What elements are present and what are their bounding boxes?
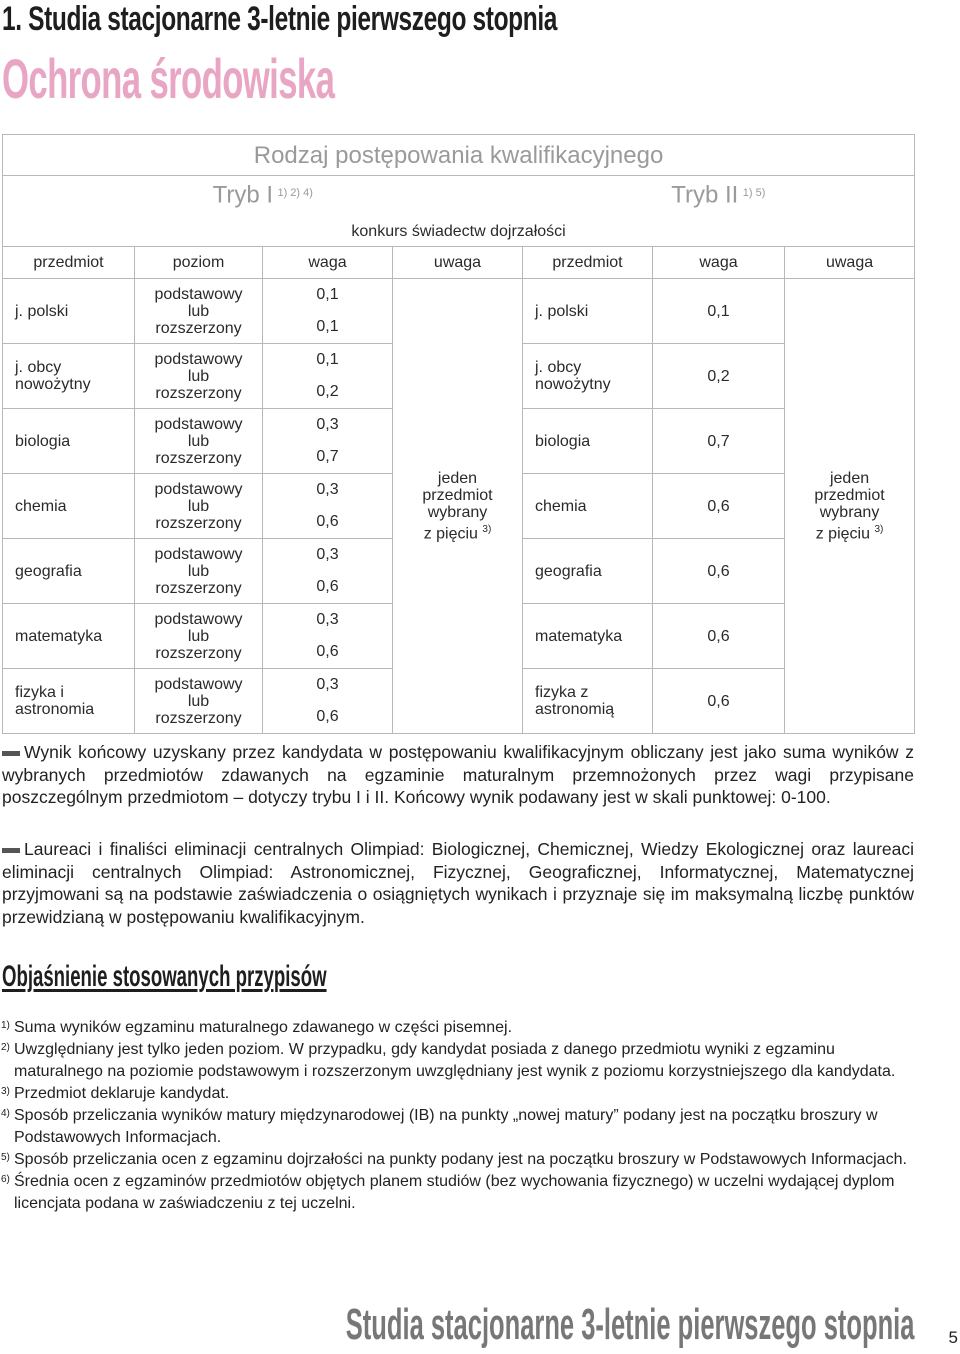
weight-basic: 0,3 <box>316 546 339 563</box>
subject-tryb2: geografia <box>523 539 653 604</box>
footnote-number: 6) <box>1 1174 10 1185</box>
uwaga-line: jeden <box>437 469 478 487</box>
subject-tryb2: chemia <box>523 474 653 539</box>
level-extended: rozszerzony <box>155 514 242 532</box>
weight-tryb2: 0,6 <box>653 604 785 669</box>
level-cell <box>135 604 263 669</box>
tryb-1-header <box>3 176 523 217</box>
subject-tryb1: j. obcy nowożytny <box>3 344 135 409</box>
weight-tryb2: 0,1 <box>653 279 785 344</box>
col-poziom: poziom <box>135 247 263 279</box>
uwaga-line-text: z pięciu <box>815 525 870 543</box>
level-or: lub <box>187 302 210 320</box>
footnote <box>2 1171 914 1215</box>
footnote-text: Uwzględniany jest tylko jeden poziom. W przypadku, gdy kandydat posiada z danego przedmiotu wyniki z egzaminu maturalnego na poziomie podstawowym i rozszerzonym uwzględniany jest wynik z poziomu korzystniejszego dla kandydata. <box>14 1041 896 1080</box>
footnotes-title: Objaśnienie stosowanych przypisów <box>2 960 327 993</box>
result-paragraph-text: Wynik końcowy uzyskany przez kandydata w postępowaniu kwalifikacyjnym obliczany jest jako suma wyników z wybranych przedmiotów zdawanych na egzaminie maturalnym przemnożonych przez wagi przypisane poszczególnym przedmiotom – dotyczy trybu I i II. Końcowy wynik podawany jest w skali punktowej: 0-100. <box>2 742 914 807</box>
level-extended: rozszerzony <box>155 384 242 402</box>
dash-bullet-icon <box>2 848 20 853</box>
subject-tryb2: biologia <box>523 409 653 474</box>
weight-extended: 0,2 <box>316 383 339 400</box>
level-or: lub <box>187 627 210 645</box>
laureates-paragraph-text: Laureaci i finaliści eliminacji centralnych Olimpiad: Biologicznej, Chemicznej, Wiedzy Ekologicznej oraz laureaci eliminacji centralnych Olimpiad: Astronomicznej, Fizycznej, Geograficznej, Informatycznej, Matematycznej przyjmowani są na podstawie zaświadczenia o osiągniętych wynikach i przyznaje się im maksymalną liczbę punktów przewidzianą w postępowaniu kwalifikacyjnym. <box>2 839 914 927</box>
qualification-table <box>2 134 915 734</box>
footnote-number: 4) <box>1 1108 10 1119</box>
tryb-1-label: Tryb I <box>212 181 274 209</box>
weight-cell <box>263 474 393 539</box>
subject-tryb1: geografia <box>3 539 135 604</box>
weight-cell <box>263 344 393 409</box>
footnote-text: Sposób przeliczania wyników matury międzynarodowej (IB) na punkty „nowej matury” podany jest na początku broszury w Podstawowych Informacjach. <box>14 1107 878 1146</box>
level-extended: rozszerzony <box>155 644 242 662</box>
level-cell <box>135 539 263 604</box>
footnote-text: Suma wyników egzaminu maturalnego zdawanego w części pisemnej. <box>14 1019 513 1036</box>
weight-extended: 0,7 <box>316 448 339 465</box>
footnote <box>2 1105 914 1149</box>
col-uwaga-1: uwaga <box>393 247 523 279</box>
level-extended: rozszerzony <box>155 579 242 597</box>
subject-tryb1: fizyka i astronomia <box>3 669 135 734</box>
weight-tryb2: 0,2 <box>653 344 785 409</box>
uwaga-line: przedmiot <box>814 486 885 504</box>
dash-bullet-icon <box>2 751 20 756</box>
uwaga-line-text: z pięciu <box>423 525 478 543</box>
level-extended: rozszerzony <box>155 319 242 337</box>
weight-cell <box>263 539 393 604</box>
table-row <box>3 279 915 344</box>
result-paragraph <box>2 741 914 809</box>
level-or: lub <box>187 497 210 515</box>
uwaga-line: wybrany <box>819 503 880 521</box>
level-or: lub <box>187 367 210 385</box>
weight-tryb2: 0,6 <box>653 474 785 539</box>
uwaga-line: wybrany <box>427 503 488 521</box>
footnote <box>2 1083 914 1105</box>
uwaga-line: jeden <box>829 469 870 487</box>
level-cell <box>135 279 263 344</box>
tryb-2-header <box>523 176 915 217</box>
level-extended: rozszerzony <box>155 709 242 727</box>
col-przedmiot-1: przedmiot <box>3 247 135 279</box>
uwaga-tryb2 <box>785 279 915 734</box>
level-or: lub <box>187 562 210 580</box>
subject-tryb2: j. polski <box>523 279 653 344</box>
footnote-number: 1) <box>1 1020 10 1031</box>
subject-tryb2: matematyka <box>523 604 653 669</box>
page-subtitle: Ochrona środowiska <box>2 47 335 110</box>
weight-cell <box>263 409 393 474</box>
weight-extended: 0,1 <box>316 318 339 335</box>
weight-cell <box>263 279 393 344</box>
tryb-2-label: Tryb II <box>671 181 739 209</box>
weight-extended: 0,6 <box>316 578 339 595</box>
level-or: lub <box>187 692 210 710</box>
weight-tryb2: 0,6 <box>653 539 785 604</box>
subject-tryb2: j. obcy nowożytny <box>523 344 653 409</box>
konkurs-label: konkurs świadectw dojrzałości <box>3 216 915 247</box>
tryb-1-footnotes: 1) 2) 4) <box>277 187 313 200</box>
uwaga-line <box>393 521 522 542</box>
weight-basic: 0,1 <box>316 286 339 303</box>
level-basic: podstawowy <box>154 350 243 368</box>
level-cell <box>135 669 263 734</box>
weight-basic: 0,1 <box>316 351 339 368</box>
footnote-text: Średnia ocen z egzaminów przedmiotów objętych planem studiów (bez wychowania fizycznego) w uczelni wydającej dyplom licencjata podana w zaświadczeniu z tej uczelni. <box>14 1173 895 1212</box>
weight-extended: 0,6 <box>316 513 339 530</box>
uwaga-footnote: 3) <box>482 523 492 535</box>
subject-tryb1: biologia <box>3 409 135 474</box>
footnote <box>2 1017 914 1039</box>
level-basic: podstawowy <box>154 285 243 303</box>
weight-basic: 0,3 <box>316 481 339 498</box>
table-header: Rodzaj postępowania kwalifikacyjnego <box>3 135 915 176</box>
footnote <box>2 1039 914 1083</box>
level-basic: podstawowy <box>154 610 243 628</box>
subject-tryb1: chemia <box>3 474 135 539</box>
level-basic: podstawowy <box>154 415 243 433</box>
subject-tryb1: matematyka <box>3 604 135 669</box>
col-uwaga-2: uwaga <box>785 247 915 279</box>
weight-cell <box>263 604 393 669</box>
uwaga-line: przedmiot <box>422 486 493 504</box>
page-number: 5 <box>948 1328 958 1347</box>
level-basic: podstawowy <box>154 480 243 498</box>
footnote <box>2 1149 914 1171</box>
weight-basic: 0,3 <box>316 676 339 693</box>
uwaga-line <box>785 521 914 542</box>
weight-basic: 0,3 <box>316 416 339 433</box>
level-cell <box>135 474 263 539</box>
level-basic: podstawowy <box>154 545 243 563</box>
laureates-paragraph <box>2 838 914 928</box>
weight-extended: 0,6 <box>316 708 339 725</box>
footnote-number: 2) <box>1 1042 10 1053</box>
page-footer: Studia stacjonarne 3-letnie pierwszego stopnia <box>345 1300 914 1349</box>
weight-basic: 0,3 <box>316 611 339 628</box>
col-waga-2: waga <box>653 247 785 279</box>
col-przedmiot-2: przedmiot <box>523 247 653 279</box>
subject-tryb1: j. polski <box>3 279 135 344</box>
tryb-2-footnotes: 1) 5) <box>742 187 766 200</box>
level-cell <box>135 409 263 474</box>
level-or: lub <box>187 432 210 450</box>
footnotes-list <box>2 1017 914 1215</box>
level-extended: rozszerzony <box>155 449 242 467</box>
footnote-number: 3) <box>1 1086 10 1097</box>
level-basic: podstawowy <box>154 675 243 693</box>
footnote-number: 5) <box>1 1152 10 1163</box>
col-waga-1: waga <box>263 247 393 279</box>
page-title: 1. Studia stacjonarne 3-letnie pierwszego stopnia <box>2 0 558 38</box>
column-headers <box>3 247 915 279</box>
uwaga-tryb1 <box>393 279 523 734</box>
level-cell <box>135 344 263 409</box>
footnote-text: Sposób przeliczania ocen z egzaminu dojrzałości na punkty podany jest na początku broszury w Podstawowych Informacjach. <box>14 1151 907 1168</box>
subject-tryb2: fizyka z astronomią <box>523 669 653 734</box>
footnote-text: Przedmiot deklaruje kandydat. <box>14 1085 230 1102</box>
weight-tryb2: 0,7 <box>653 409 785 474</box>
uwaga-footnote: 3) <box>874 523 884 535</box>
weight-tryb2: 0,6 <box>653 669 785 734</box>
weight-extended: 0,6 <box>316 643 339 660</box>
weight-cell <box>263 669 393 734</box>
